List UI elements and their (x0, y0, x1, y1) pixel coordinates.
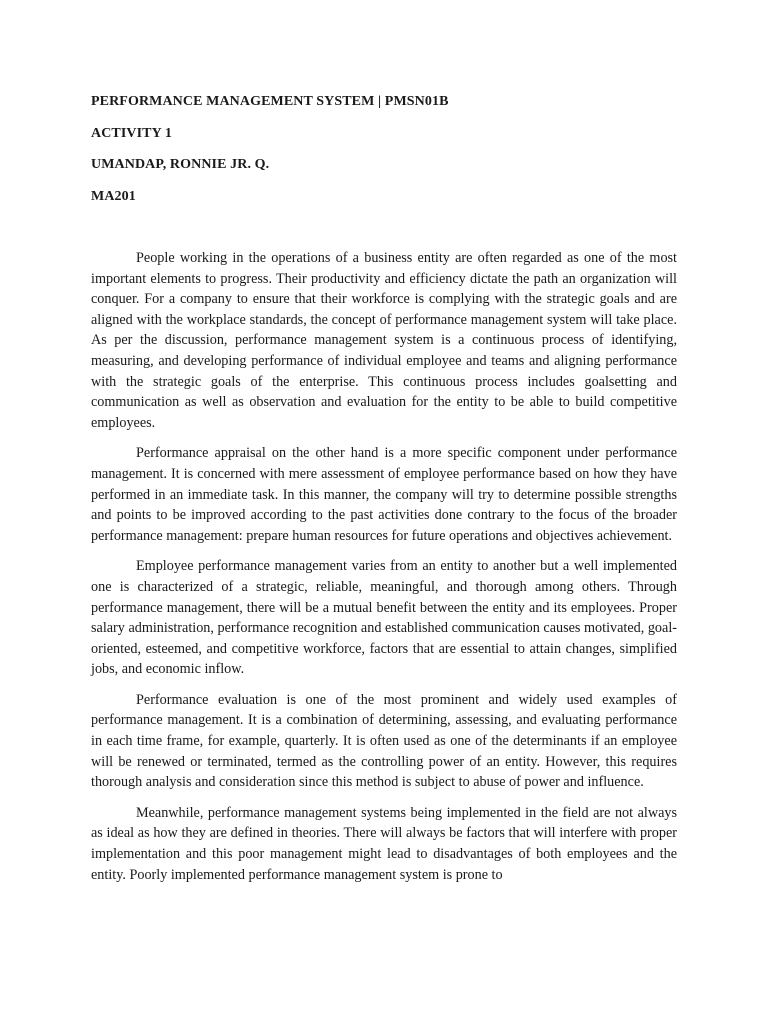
paragraph: Performance appraisal on the other hand is a more specific component under performance management. It is concerned with mere assessment of employee performance based on how they have performed in an immediate task. In this manner, the company will try to determine possible strengths and points to be improved according to the past activities done contrary to the focus of the broader performance management: prepare human resources for future operations and objectives achievement. (91, 445, 677, 544)
author-name: UMANDAP, RONNIE JR. Q. (91, 157, 270, 172)
paragraph: Performance evaluation is one of the most prominent and widely used examples of performance management. It is a combination of determining, assessing, and evaluating performance in each time frame, for example, quarterly. It is often used as one of the determinants if an employee will be renewed or terminated, termed as the controlling power of an entity. However, this requires thorough analysis and consideration since this method is subject to abuse of power and influence. (91, 691, 677, 791)
activity-label: ACTIVITY 1 (91, 125, 172, 141)
paragraph: Meanwhile, performance management systems being implemented in the field are not always as ideal as how they are defined in theories. There will always be factors that will interfere with proper implementation and this poor management might lead to disadvantages of both employees and the entity. Poorly implemented performance management system is prone to (91, 804, 677, 883)
paragraph: Employee performance management varies from an entity to another but a well implemented one is characterized of a strategic, reliable, meaningful, and thorough among others. Through performance management, there will be a mutual benefit between the entity and its employees. Proper salary administration, performance recognition and established communication causes motivated, goal-oriented, esteemed, and competitive workforce, factors that are essential to attain changes, simplified jobs, and economic inflow. (91, 558, 677, 678)
document-body (91, 248, 677, 895)
paragraph: People working in the operations of a business entity are often regarded as one of the most important elements to progress. Their productivity and efficiency dictate the path an organization will conquer. For a company to ensure that their workforce is complying with the strategic goals and are aligned with the workplace standards, the concept of performance management system will take place. As per the discussion, performance management system is a continuous process of identifying, measuring, and developing performance of individual employee and teams and aligning performance with the strategic goals of the enterprise. This continuous process includes goalsetting and communication as well as observation and evaluation for the entity to be able to build competitive employees. (91, 250, 677, 431)
document-header (91, 94, 691, 220)
section-code: MA201 (91, 188, 136, 204)
course-title: PERFORMANCE MANAGEMENT SYSTEM | PMSN01B (91, 94, 449, 109)
